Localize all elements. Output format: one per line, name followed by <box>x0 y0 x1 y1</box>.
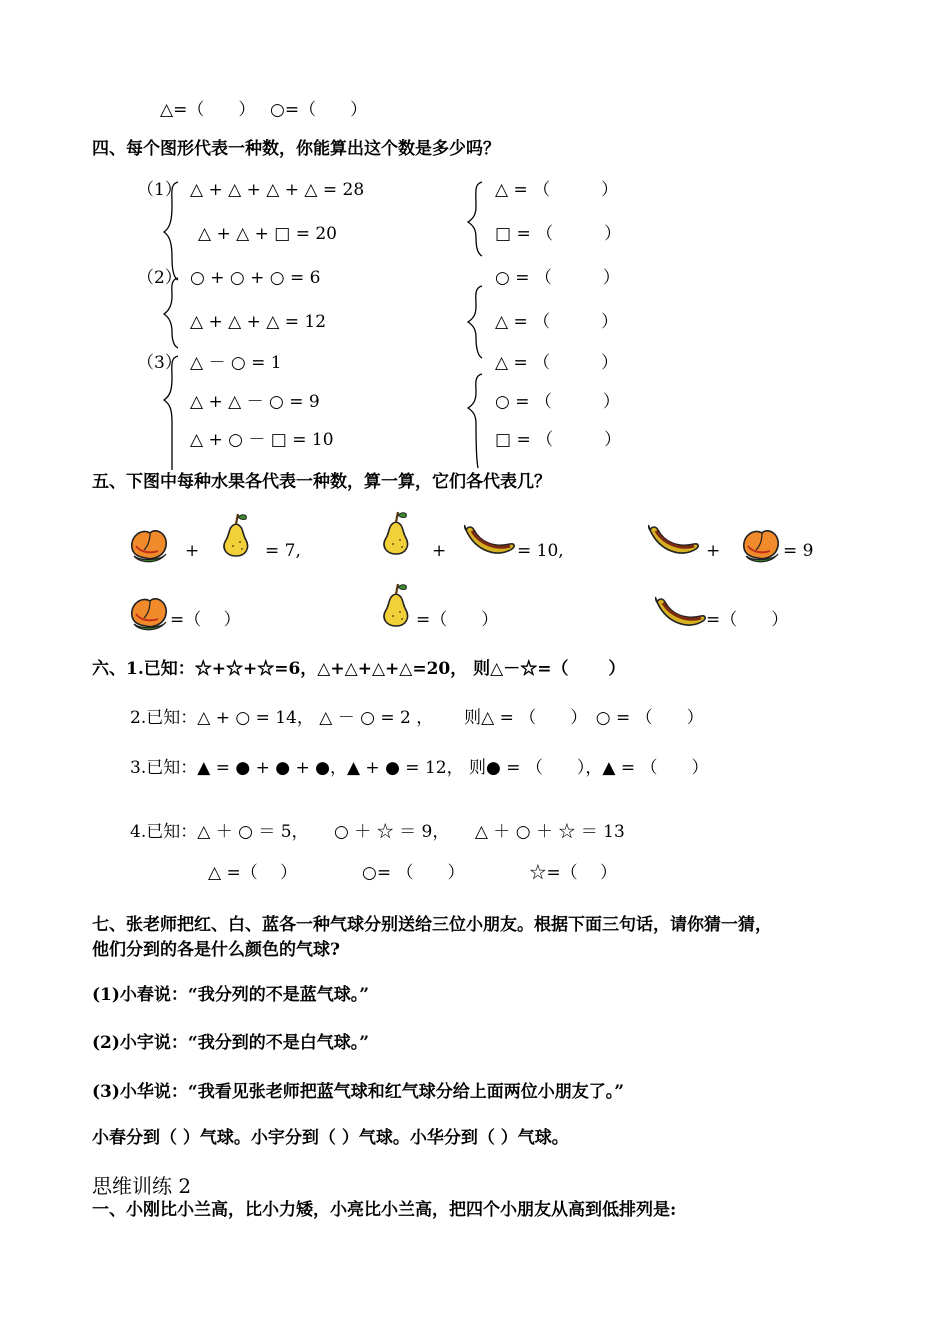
pear-icon <box>218 512 254 560</box>
problem-1-ans2: □ = （ ） <box>495 224 622 244</box>
problem-3-eq2: △ + △ － ○ = 9 <box>190 392 320 412</box>
plus-sign-3: + <box>706 541 721 561</box>
peach-icon <box>740 524 784 568</box>
section-6-q4-line2: △ =（ ） ○= （ ） ☆=（ ） <box>208 863 618 883</box>
problem-3-ans3: □ = （ ） <box>495 430 622 450</box>
top-circle-answer: ○=（ ） <box>270 100 368 120</box>
left-braces <box>162 178 182 478</box>
section-6-q2: 2.已知：△ + ○ = 14， △ － ○ = 2 ， 则△ = （ ） ○ = （ ） <box>130 708 704 728</box>
problem-3-ans1: △ = （ ） <box>495 353 619 373</box>
banana-icon <box>464 522 518 560</box>
section-6-q4-line1: 4.已知：△ ＋ ○ ＝ 5， ○ ＋ ☆ ＝ 9， △ ＋ ○ ＋ ☆ ＝ 13 <box>130 822 625 842</box>
plus-sign-1: + <box>185 541 200 561</box>
problem-1-eq1: △ + △ + △ + △ = 28 <box>190 180 365 200</box>
right-braces <box>466 178 486 478</box>
banana-answer: =（ ） <box>706 610 789 630</box>
problem-1-ans1: △ = （ ） <box>495 180 619 200</box>
training-q1: 一、小刚比小兰高，比小力矮，小亮比小兰高，把四个小朋友从高到低排列是: <box>92 1200 677 1220</box>
problem-3-eq3: △ + ○ － □ = 10 <box>190 430 334 450</box>
pear-icon <box>378 510 414 558</box>
problem-3-ans2: ○ = （ ） <box>495 392 620 412</box>
equation-2-result: = 10, <box>517 541 564 561</box>
problem-2-number: （2） <box>137 268 182 288</box>
problem-2-ans2: △ = （ ） <box>495 312 619 332</box>
section-5-heading: 五、下图中每种水果各代表一种数，算一算，它们各代表几？ <box>92 472 551 492</box>
clue-3: (3)小华说：“我看见张老师把蓝气球和红气球分给上面两位小朋友了。” <box>92 1082 624 1102</box>
section-6-q1: 六、1.已知：☆+☆+☆=6，△+△+△+△=20， 则△－☆=（ ） <box>92 659 626 679</box>
training-title: 思维训练 2 <box>92 1174 192 1198</box>
problem-2-ans1: ○ = （ ） <box>495 268 620 288</box>
top-triangle-answer: △=（ ） <box>160 100 256 120</box>
banana-icon <box>655 594 709 632</box>
equation-1-result: = 7, <box>265 541 301 561</box>
plus-sign-2: + <box>432 541 447 561</box>
peach-answer: =（ ） <box>170 610 241 630</box>
banana-icon <box>648 522 702 560</box>
clue-2: (2)小宇说：“我分到的不是白气球。” <box>92 1033 369 1053</box>
answer-line: 小春分到（ ）气球。小宇分到（ ）气球。小华分到（ ）气球。 <box>92 1128 569 1148</box>
section-7-line2: 他们分到的各是什么颜色的气球? <box>92 940 340 960</box>
problem-3-number: （3） <box>137 353 182 373</box>
section-4-heading: 四、每个图形代表一种数，你能算出这个数是多少吗？ <box>92 139 500 159</box>
section-7-line1: 七、张老师把红、白、蓝各一种气球分别送给三位小朋友。根据下面三句话，请你猜一猜， <box>92 915 772 935</box>
problem-3-eq1: △ － ○ = 1 <box>190 353 282 373</box>
peach-icon <box>128 592 172 636</box>
problem-2-eq1: ○ + ○ + ○ = 6 <box>190 268 321 288</box>
problem-1-eq2: △ + △ + □ = 20 <box>198 224 337 244</box>
problem-2-eq2: △ + △ + △ = 12 <box>190 312 327 332</box>
problem-1-number: （1） <box>137 180 182 200</box>
equation-3-result: = 9 <box>783 541 814 561</box>
pear-answer: =（ ） <box>416 610 499 630</box>
section-6-q3: 3.已知：▲ = ● + ● + ●，▲ + ● = 12， 则● = （ ），▲ = （ ） <box>130 758 709 778</box>
pear-icon <box>378 582 414 630</box>
clue-1: (1)小春说：“我分列的不是蓝气球。” <box>92 985 369 1005</box>
peach-icon <box>128 524 172 568</box>
